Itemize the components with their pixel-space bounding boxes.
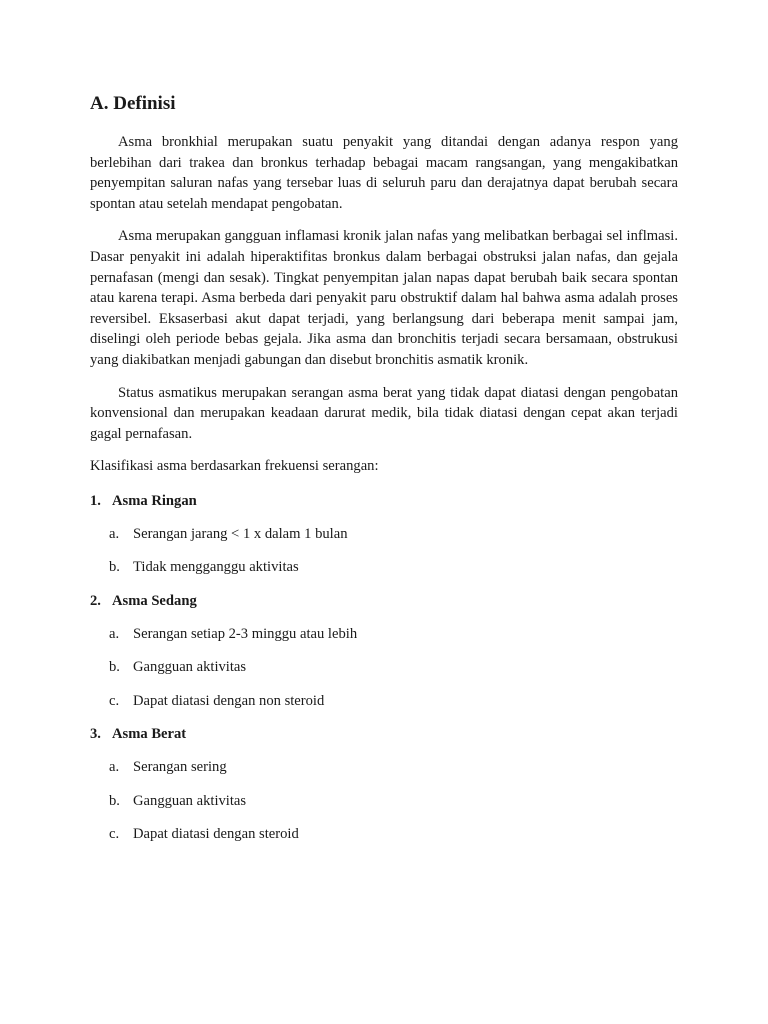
class-title — [90, 591, 678, 611]
item-text: Dapat diatasi dengan non steroid — [133, 692, 325, 709]
section-heading: A. Definisi — [90, 93, 176, 114]
document-page — [90, 92, 678, 858]
item-text: Serangan sering — [133, 759, 227, 776]
item-text: Serangan jarang < 1 x dalam 1 bulan — [133, 525, 348, 542]
item-letter: c. — [109, 826, 120, 843]
list-item — [109, 657, 678, 677]
list-item — [109, 791, 678, 811]
list-item — [109, 757, 678, 777]
class-title — [90, 724, 678, 744]
item-letter: c. — [109, 692, 120, 709]
item-text: Gangguan aktivitas — [133, 792, 247, 809]
item-letter: a. — [109, 625, 120, 642]
class-number: 2. — [90, 592, 101, 609]
item-letter: b. — [109, 559, 120, 576]
item-letter: b. — [109, 792, 120, 809]
list-item — [109, 557, 678, 577]
class-title — [90, 491, 678, 511]
class-title-text: Asma Berat — [112, 726, 187, 743]
item-letter: a. — [109, 525, 120, 542]
item-text: Dapat diatasi dengan steroid — [133, 826, 299, 843]
list-item — [109, 624, 678, 644]
item-letter: b. — [109, 659, 120, 676]
list-item — [109, 524, 678, 544]
item-letter: a. — [109, 759, 120, 776]
class-title-text: Asma Ringan — [112, 492, 197, 509]
classification-intro: Klasifikasi asma berdasarkan frekuensi serangan: — [90, 458, 379, 475]
item-text: Serangan setiap 2-3 minggu atau lebih — [133, 625, 358, 642]
paragraph-asma-bronkhial: Asma bronkhial merupakan suatu penyakit yang ditandai dengan adanya respon yang berlebihan dari trakea dan bronkus terhadap bebagai macam rangsangan, yang mengakibatkan penyempitan saluran nafas yang tersebar luas di seluruh paru dan derajatnya dapat berubah secara spontan atau setelah mendapat pengobatan. — [90, 134, 678, 212]
class-number: 1. — [90, 492, 101, 509]
item-text: Gangguan aktivitas — [133, 659, 247, 676]
item-text: Tidak mengganggu aktivitas — [133, 559, 299, 576]
list-item — [109, 691, 678, 711]
class-number: 3. — [90, 726, 101, 743]
list-item — [109, 824, 678, 844]
paragraph-status-asmatikus: Status asmatikus merupakan serangan asma berat yang tidak dapat diatasi dengan pengobatan konvensional dan merupakan keadaan darurat medik, bila tidak diatasi dengan cepat akan terjadi gagal pernafasan. — [90, 384, 678, 442]
classification-list — [90, 491, 678, 845]
paragraph-gangguan-inflamasi: Asma merupakan gangguan inflamasi kronik jalan nafas yang melibatkan berbagai sel inflmasi. Dasar penyakit ini adalah hiperaktifitas bronkus dalam berbagai obstruksi jalan nafas, dan gejala pernafasan (mengi dan sesak). Tingkat penyempitan jalan napas dapat berubah baik secara spontan atau karena terapi. Asma berbeda dari penyakit paru obstruktif dalam hal bahwa asma adalah proses reversibel. Eksaserbasi akut dapat terjadi, yang berlangsung dari beberapa menit sampai jam, diselingi oleh periode bebas gejala. Jika asma dan bronchitis terjadi secara bersamaan, obstrukusi yang diakibatkan menjadi gabungan dan disebut bronchitis asmatik kronik. — [90, 228, 678, 368]
class-title-text: Asma Sedang — [112, 592, 197, 609]
